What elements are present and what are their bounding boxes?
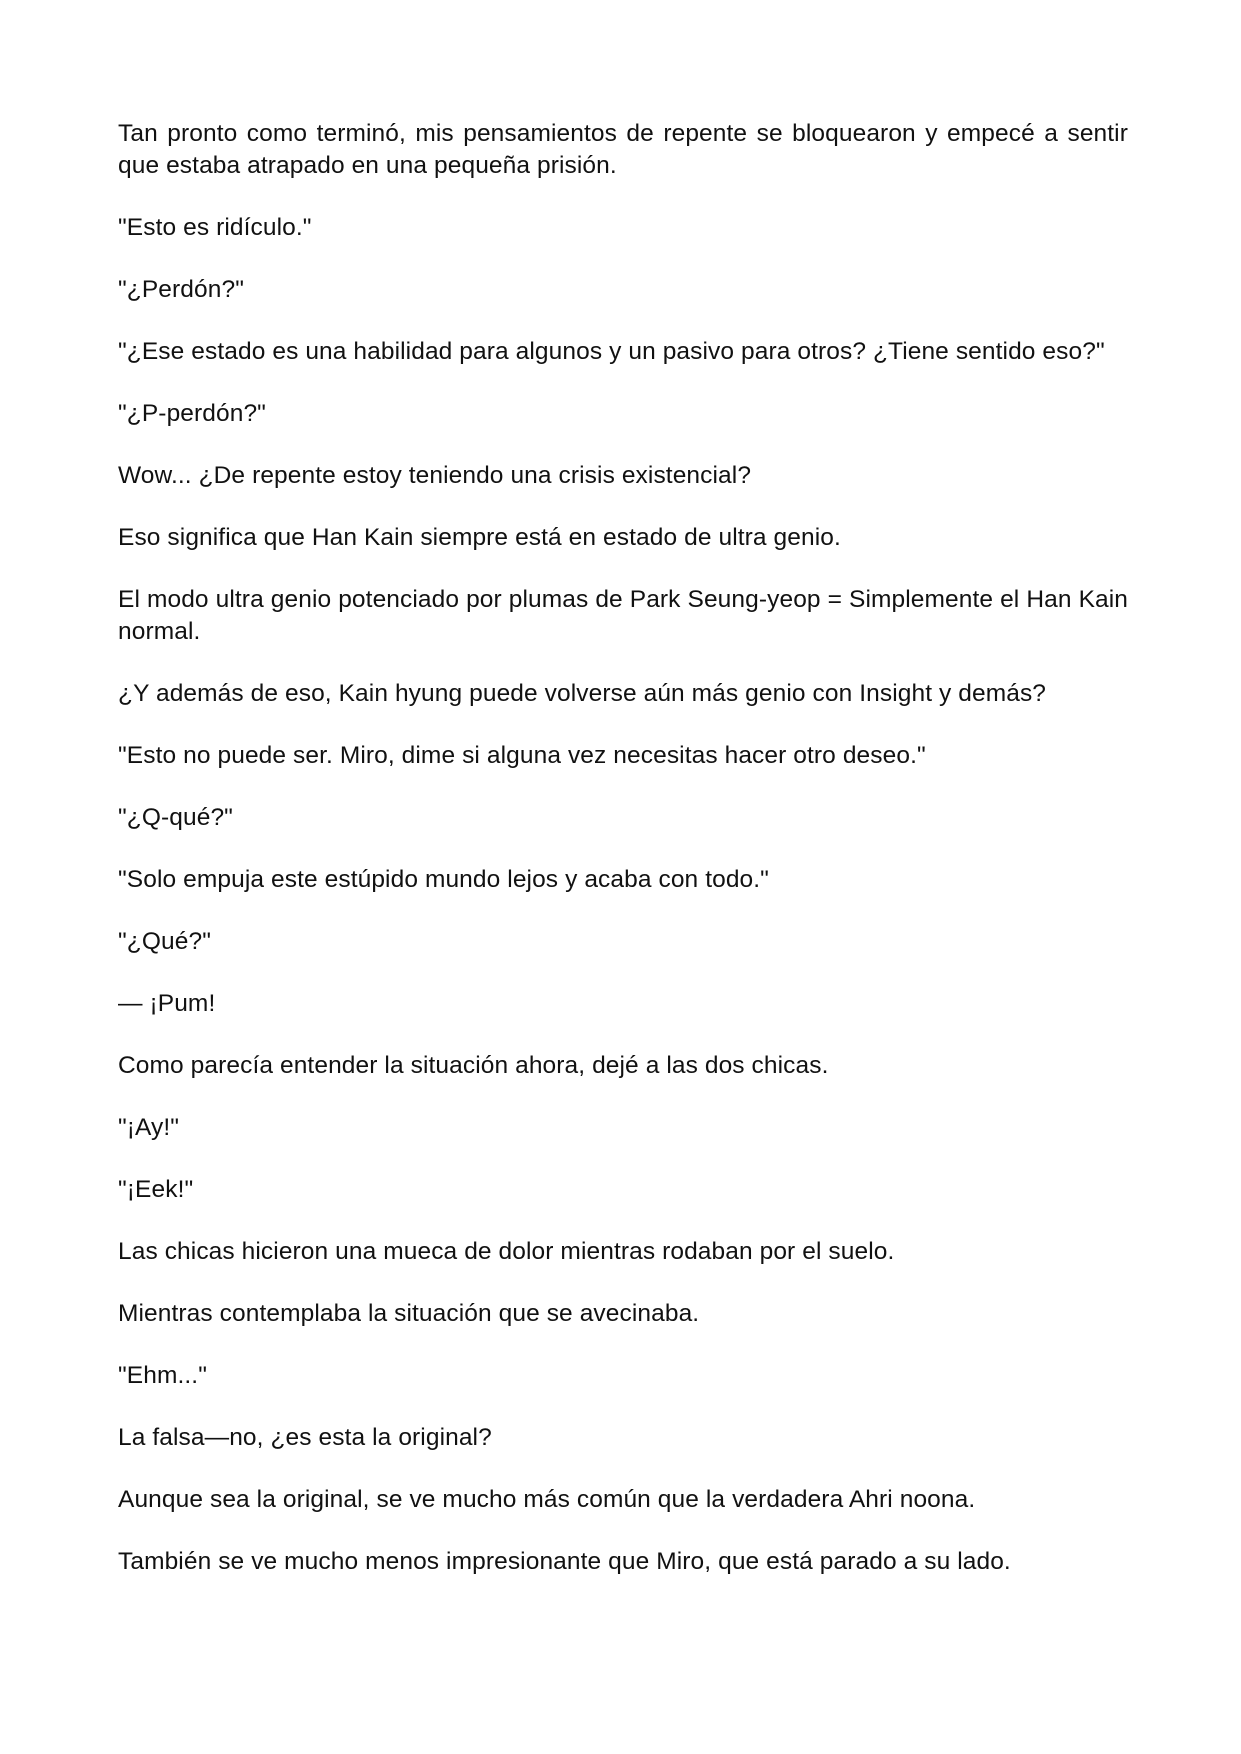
paragraph: "¿Qué?" (118, 928, 211, 955)
paragraph: "Solo empuja este estúpido mundo lejos y acaba con todo." (118, 866, 769, 893)
paragraph: "¿P-perdón?" (118, 400, 266, 427)
paragraph: "Ehm..." (118, 1362, 207, 1389)
paragraph: "¿Perdón?" (118, 276, 244, 303)
paragraph: "¿Ese estado es una habilidad para algunos y un pasivo para otros? ¿Tiene sentido eso?" (118, 338, 1105, 365)
paragraph: ¿Y además de eso, Kain hyung puede volverse aún más genio con Insight y demás? (118, 680, 1047, 707)
paragraph: Como parecía entender la situación ahora, dejé a las dos chicas. (118, 1052, 829, 1079)
paragraph: Tan pronto como terminó, mis pensamientos de repente se bloquearon y empecé a sentir que estaba atrapado en una pequeña prisión. (118, 120, 1128, 179)
paragraph: La falsa—no, ¿es esta la original? (118, 1424, 492, 1451)
paragraph: "¡Eek!" (118, 1176, 194, 1203)
paragraph: "¿Q-qué?" (118, 804, 233, 831)
paragraph: — ¡Pum! (118, 990, 216, 1017)
paragraph: Las chicas hicieron una mueca de dolor mientras rodaban por el suelo. (118, 1238, 895, 1265)
paragraph: "¡Ay!" (118, 1114, 180, 1141)
paragraph: Mientras contemplaba la situación que se avecinaba. (118, 1300, 700, 1327)
paragraph: También se ve mucho menos impresionante que Miro, que está parado a su lado. (118, 1548, 1011, 1575)
paragraph: "Esto es ridículo." (118, 214, 312, 241)
document-body (118, 118, 1128, 1608)
paragraph: Eso significa que Han Kain siempre está en estado de ultra genio. (118, 524, 841, 551)
paragraph: El modo ultra genio potenciado por plumas de Park Seung-yeop = Simplemente el Han Kain normal. (118, 586, 1128, 645)
paragraph: Wow... ¿De repente estoy teniendo una crisis existencial? (118, 462, 752, 489)
paragraph: "Esto no puede ser. Miro, dime si alguna vez necesitas hacer otro deseo." (118, 742, 926, 769)
paragraph: Aunque sea la original, se ve mucho más común que la verdadera Ahri noona. (118, 1486, 976, 1513)
